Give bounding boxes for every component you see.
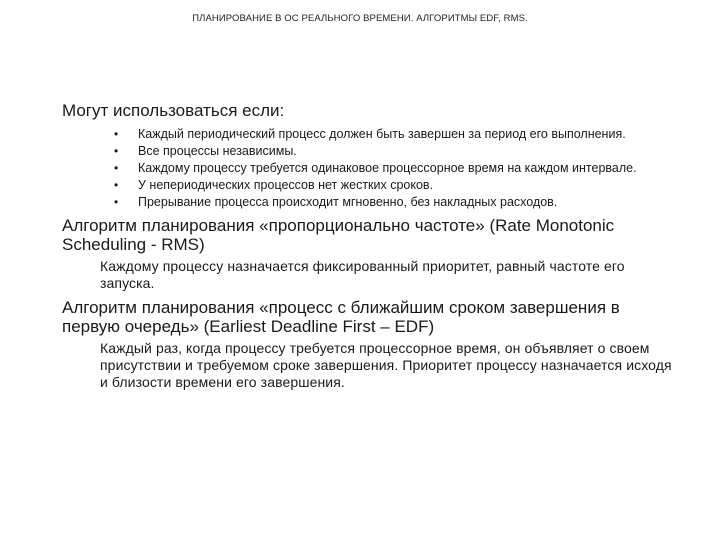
list-item-text: Все процессы независимы. (138, 144, 297, 158)
list-item-text: Прерывание процесса происходит мгновенно, без накладных расходов. (138, 195, 558, 209)
bullet-icon: • (114, 127, 119, 141)
list-item-text: Каждый периодический процесс должен быть завершен за период его выполнения. (138, 127, 626, 141)
edf-description: Каждый раз, когда процессу требуется процессорное время, он объявляет о своем присутствии и требуемом сроке завершения. Приоритет процессу назначается исходя и близости времени его завершения. (100, 340, 672, 390)
list-item (114, 161, 672, 176)
slide-content (62, 101, 672, 393)
bullet-icon: • (114, 161, 119, 175)
slide-title: ПЛАНИРОВАНИЕ В ОС РЕАЛЬНОГО ВРЕМЕНИ. АЛГОРИТМЫ EDF, RMS. (192, 13, 528, 24)
list-item (114, 178, 672, 193)
edf-heading: Алгоритм планирования «процесс с ближайшим сроком завершения в первую очередь» (Earliest Deadline First – EDF) (62, 298, 620, 336)
bullet-icon: • (114, 178, 119, 192)
conditions-list (62, 127, 672, 210)
bullet-icon: • (114, 195, 119, 209)
rms-heading: Алгоритм планирования «пропорционально частоте» (Rate Monotonic Scheduling - RMS) (62, 216, 615, 254)
lead-text: Могут использоваться если: (62, 101, 285, 120)
list-item-text: Каждому процессу требуется одинаковое процессорное время на каждом интервале. (138, 161, 637, 175)
list-item (114, 144, 672, 159)
bullet-icon: • (114, 144, 119, 158)
list-item (114, 127, 672, 142)
list-item-text: У непериодических процессов нет жестких сроков. (138, 178, 434, 192)
rms-description: Каждому процессу назначается фиксированный приоритет, равный частоте его запуска. (100, 258, 625, 291)
list-item (114, 195, 672, 210)
